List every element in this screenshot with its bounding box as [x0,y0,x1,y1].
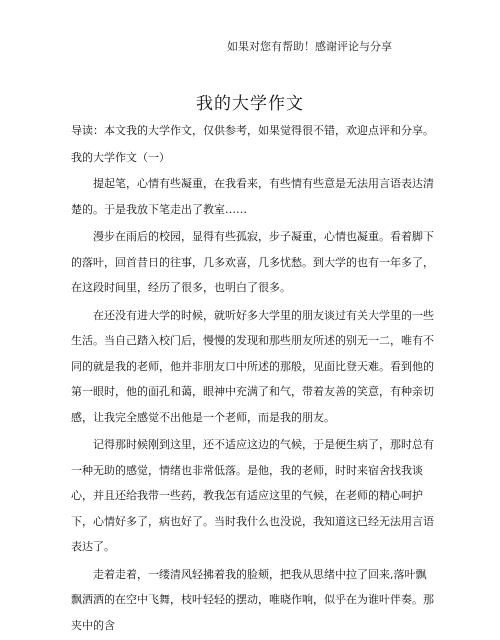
body-paragraph-5: 走着走着，一缕清风轻拂着我的脸颊，把我从思绪中拉了回来,落叶飘飘洒洒的在空中飞舞，枝叶轻轻的摆动，唯晓作响，似乎在为谁叶伴奏。那夹中的含 [71,567,434,632]
page-title: 我的大学作文 [196,94,304,115]
lead-paragraph: 导读：本文我的大学作文，仅供参考，如果觉得很不错，欢迎点评和分享。 [71,124,434,137]
body-paragraph-4: 记得那时候刚到这里，还不适应这边的气候，于是便生病了，那时总有一种无助的感觉，情绪也非常低落。是他，我的老师，时时来宿舍找我谈心，并且还给我带一些药，教我怎有适应这里的气候，在老师的精心呵护下，心情好多了，病也好了。当时我什么也没说，我知道这已经无法用言语表达了。 [71,438,434,553]
section-heading: 我的大学作文（一） [71,150,170,164]
body-paragraph-2: 漫步在雨后的校园，显得有些孤寂，步子凝重，心情也凝重。看着脚下的落叶，回首昔日的往事，几多欢喜，几多忧愁。到大学的也有一年多了，在这段时间里，经历了很多，也明白了很多。 [71,230,434,294]
header-note: 如果对您有帮助！感谢评论与分享 [227,40,392,53]
body-paragraph-1: 提起笔，心情有些凝重，在我看来，有些情有些意是无法用言语表达清楚的。于是我放下笔走出了教室…… [71,177,434,216]
body-paragraph-3: 在还没有进大学的时候，就听好多大学里的朋友谈过有关大学里的一些生活。当自己踏入校门后，慢慢的发现和那些朋友所述的别无一二，唯有不同的就是我的老师，他并非朋友口中所述的那般，见面比登天难。看到他的第一眼时，他的面孔和蔼，眼神中充满了和气，带着友善的笑意，有种亲切感，让我完全感觉不出他是一个老师，而是我的朋友。 [71,308,434,424]
document-body [71,118,437,640]
